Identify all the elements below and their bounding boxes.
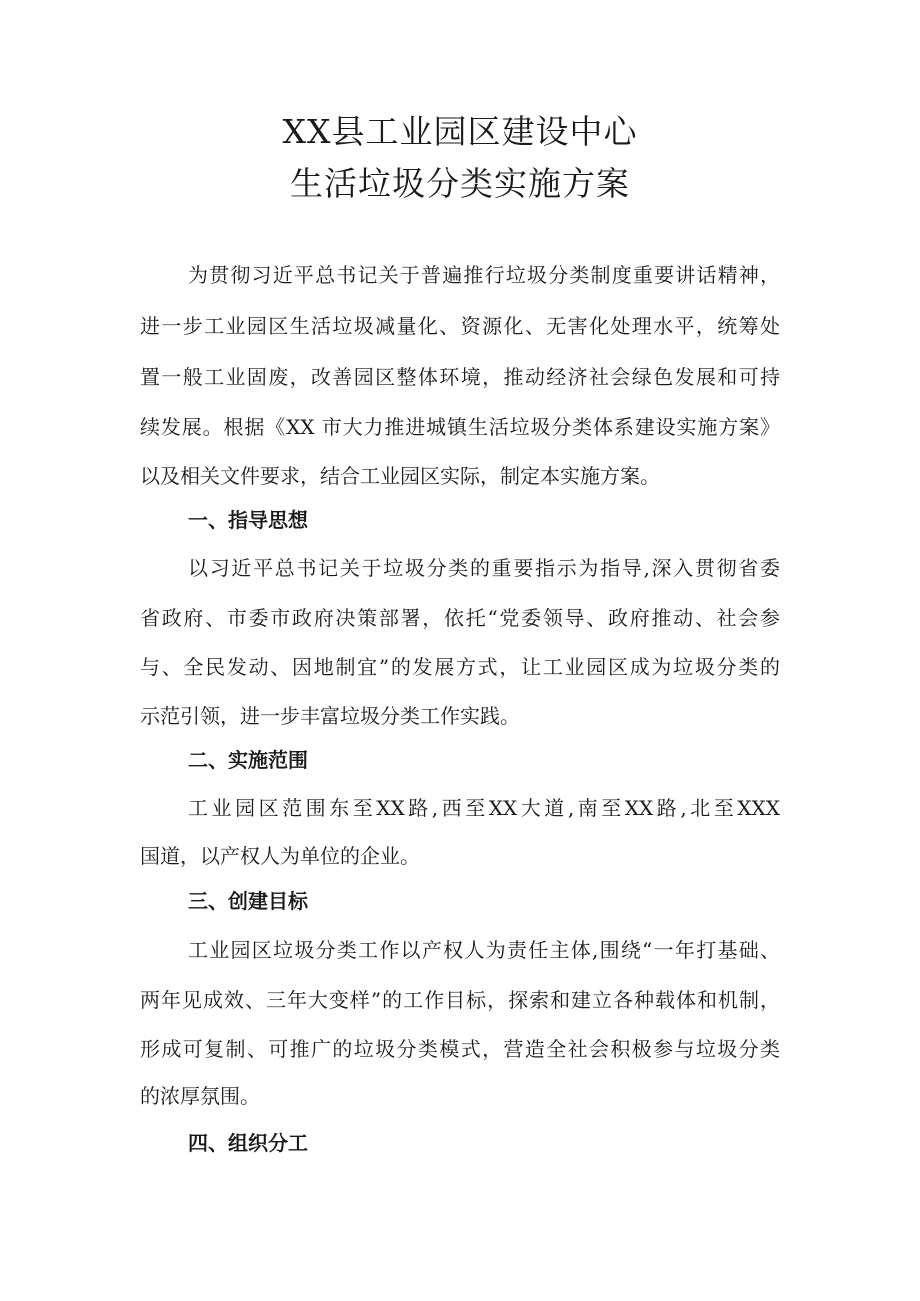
intro-line: 为贯彻习近平总书记关于普遍推行垃圾分类制度重要讲话精神，: [188, 263, 780, 287]
document-title-line-2: 生活垃圾分类实施方案: [290, 164, 630, 203]
section-line: 工业园区垃圾分类工作以产权人为责任主体,围绕“一年打基础、: [188, 938, 780, 962]
section-heading: 一、指导思想: [188, 508, 308, 532]
section-line: 的浓厚氛围。: [140, 1084, 260, 1108]
section-line: 形成可复制、可推广的垃圾分类模式，营造全社会积极参与垃圾分类: [140, 1037, 780, 1061]
section-line: 以习近平总书记关于垃圾分类的重要指示为指导,深入贯彻省委: [188, 556, 780, 580]
section-heading: 三、创建目标: [188, 889, 308, 913]
section-line: 省政府、市委市政府决策部署，依托“党委领导、政府推动、社会参: [140, 606, 780, 630]
section-heading: 二、实施范围: [188, 748, 308, 772]
section-heading: 四、组织分工: [188, 1131, 308, 1155]
document-title-line-1: XX县工业园区建设中心: [282, 112, 638, 151]
intro-line: 以及相关文件要求，结合工业园区实际，制定本实施方案。: [140, 464, 660, 488]
intro-line: 续发展。根据《XX 市大力推进城镇生活垃圾分类体系建设实施方案》: [140, 415, 780, 439]
section-line: 两年见成效、三年大变样”的工作目标，探索和建立各种载体和机制，: [140, 988, 780, 1012]
section-line: 国道，以产权人为单位的企业。: [140, 844, 420, 868]
intro-line: 进一步工业园区生活垃圾减量化、资源化、无害化处理水平，统筹处: [140, 314, 780, 338]
intro-line: 置一般工业固废，改善园区整体环境，推动经济社会绿色发展和可持: [140, 365, 780, 389]
section-line: 示范引领，进一步丰富垃圾分类工作实践。: [140, 704, 520, 728]
section-line: 工业园区范围东至XX路,西至XX大道,南至XX路,北至XXX: [188, 796, 780, 820]
section-line: 与、全民发动、因地制宜”的发展方式，让工业园区成为垃圾分类的: [140, 655, 780, 679]
